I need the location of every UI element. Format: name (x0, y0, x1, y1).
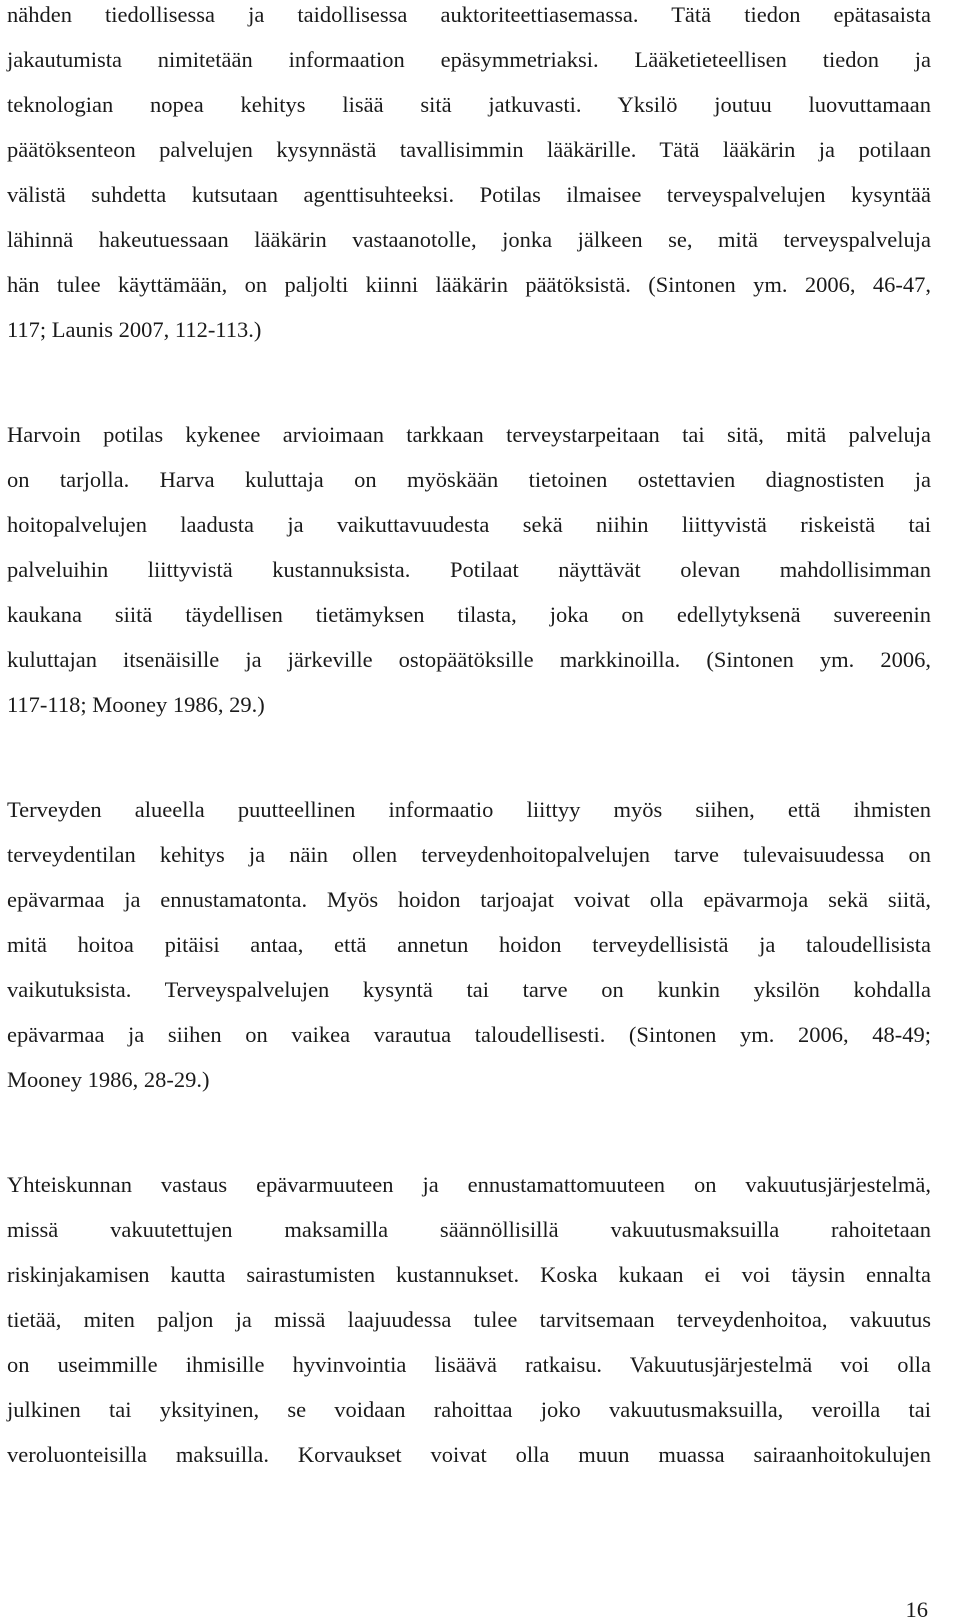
text-line: mitä hoitoa pitäisi antaa, että annetun hoidon terveydellisistä ja taloudellisista (7, 932, 931, 957)
text-line: hoitopalvelujen laadusta ja vaikuttavuudesta sekä niihin liittyvistä riskeistä tai (7, 512, 931, 537)
text-line: kuluttajan itsenäisille ja järkeville ostopäätöksille markkinoilla. (Sintonen ym. 2006, (7, 647, 931, 672)
text-line: jakautumista nimitetään informaation epäsymmetriaksi. Lääketieteellisen tiedon ja (7, 47, 931, 72)
text-line: 117-118; Mooney 1986, 29.) (7, 692, 265, 717)
text-line: hän tulee käyttämään, on paljolti kiinni lääkärin päätöksistä. (Sintonen ym. 2006, 46-47, (7, 272, 931, 297)
text-line: teknologian nopea kehitys lisää sitä jatkuvasti. Yksilö joutuu luovuttamaan (7, 92, 931, 117)
text-line: kaukana siitä täydellisen tietämyksen tilasta, joka on edellytyksenä suvereenin (7, 602, 931, 627)
text-line: epävarmaa ja ennustamatonta. Myös hoidon tarjoajat voivat olla epävarmoja sekä siitä, (7, 887, 931, 912)
text-line: 117; Launis 2007, 112-113.) (7, 317, 262, 342)
text-line: vaikutuksista. Terveyspalvelujen kysyntä tai tarve on kunkin yksilön kohdalla (7, 977, 931, 1002)
page-number: 16 (905, 1597, 928, 1622)
text-line: Terveyden alueella puutteellinen informaatio liittyy myös siihen, että ihmisten (7, 797, 931, 822)
text-line: riskinjakamisen kautta sairastumisten kustannukset. Koska kukaan ei voi täysin ennalta (7, 1262, 931, 1287)
text-line: julkinen tai yksityinen, se voidaan rahoittaa joko vakuutusmaksuilla, veroilla tai (7, 1397, 931, 1422)
text-line: on useimmille ihmisille hyvinvointia lisäävä ratkaisu. Vakuutusjärjestelmä voi olla (7, 1352, 931, 1377)
text-line: terveydentilan kehitys ja näin ollen terveydenhoitopalvelujen tarve tulevaisuudessa on (7, 842, 931, 867)
text-line: epävarmaa ja siihen on vaikea varautua taloudellisesti. (Sintonen ym. 2006, 48-49; (7, 1022, 931, 1047)
text-line: tietää, miten paljon ja missä laajuudessa tulee tarvitsemaan terveydenhoitoa, vakuutus (7, 1307, 931, 1332)
text-line: päätöksenteon palvelujen kysynnästä tavallisimmin lääkärille. Tätä lääkärin ja potilaan (7, 137, 931, 162)
text-line: lähinnä hakeutuessaan lääkärin vastaanotolle, jonka jälkeen se, mitä terveyspalveluja (7, 227, 931, 252)
text-line: nähden tiedollisessa ja taidollisessa auktoriteettiasemassa. Tätä tiedon epätasaista (7, 2, 931, 27)
text-line: on tarjolla. Harva kuluttaja on myöskään tietoinen ostettavien diagnostisten ja (7, 467, 931, 492)
text-line: Yhteiskunnan vastaus epävarmuuteen ja ennustamattomuuteen on vakuutusjärjestelmä, (7, 1172, 931, 1197)
text-line: välistä suhdetta kutsutaan agenttisuhteeksi. Potilas ilmaisee terveyspalvelujen kysyntää (7, 182, 931, 207)
text-line: veroluonteisilla maksuilla. Korvaukset voivat olla muun muassa sairaanhoitokulujen (7, 1442, 931, 1467)
text-line: Harvoin potilas kykenee arvioimaan tarkkaan terveystarpeitaan tai sitä, mitä palveluja (7, 422, 931, 447)
text-line: Mooney 1986, 28-29.) (7, 1067, 210, 1092)
text-line: missä vakuutettujen maksamilla säännöllisillä vakuutusmaksuilla rahoitetaan (7, 1217, 931, 1242)
text-line: palveluihin liittyvistä kustannuksista. Potilaat näyttävät olevan mahdollisimman (7, 557, 931, 582)
